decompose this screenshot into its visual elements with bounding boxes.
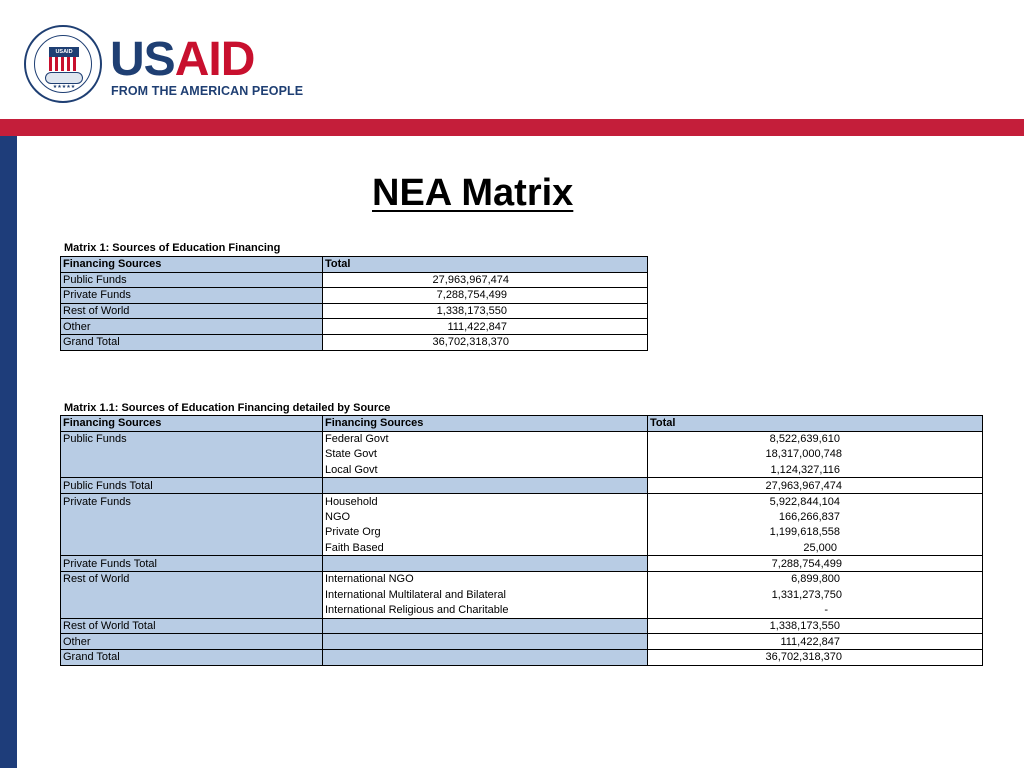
total-cell: 1,338,173,550 [648, 618, 983, 634]
group-cell [61, 525, 323, 541]
source-cell: Grand Total [61, 334, 323, 350]
total-cell: 1,338,173,550 [323, 303, 648, 319]
sub-source-cell [323, 556, 648, 572]
seal-stripes [49, 57, 79, 71]
table-row [61, 634, 983, 650]
group-cell: Rest of World Total [61, 618, 323, 634]
seal-label: USAID [49, 47, 79, 57]
column-header: Financing Sources [61, 416, 323, 432]
sub-source-cell: NGO [323, 509, 648, 525]
table-row [61, 587, 983, 603]
table-row [61, 618, 983, 634]
total-cell: 1,124,327,116 [648, 462, 983, 478]
total-cell: 1,331,273,750 [648, 587, 983, 603]
group-cell: Public Funds Total [61, 478, 323, 494]
group-cell: Other [61, 634, 323, 650]
table-row [61, 556, 983, 572]
sub-source-cell: Federal Govt [323, 431, 648, 447]
sub-source-cell: Household [323, 493, 648, 509]
table-row [61, 319, 648, 335]
total-cell: 5,922,844,104 [648, 493, 983, 509]
usaid-wordmark [110, 33, 255, 86]
sub-source-cell [323, 634, 648, 650]
total-cell: 27,963,967,474 [648, 478, 983, 494]
group-cell: Rest of World [61, 571, 323, 587]
matrix1-table [60, 256, 648, 351]
group-cell [61, 447, 323, 463]
table-row [61, 478, 983, 494]
group-cell [61, 540, 323, 556]
source-cell: Private Funds [61, 288, 323, 304]
sub-source-cell [323, 649, 648, 665]
total-cell: 8,522,639,610 [648, 431, 983, 447]
table-row [61, 431, 983, 447]
source-cell: Rest of World [61, 303, 323, 319]
table-row [61, 493, 983, 509]
matrix2-table [60, 415, 983, 666]
wordmark-us: US [110, 33, 175, 86]
total-cell: 111,422,847 [323, 319, 648, 335]
seal-emblem [34, 35, 92, 93]
matrix1-caption: Matrix 1: Sources of Education Financing [64, 242, 281, 254]
sub-source-cell [323, 618, 648, 634]
total-cell: 25,000 [648, 540, 983, 556]
sub-source-cell: State Govt [323, 447, 648, 463]
group-cell [61, 603, 323, 619]
total-cell: 166,266,837 [648, 509, 983, 525]
total-cell: 111,422,847 [648, 634, 983, 650]
sub-source-cell [323, 478, 648, 494]
total-cell: 36,702,318,370 [323, 334, 648, 350]
sub-source-cell: Faith Based [323, 540, 648, 556]
table-header-row [61, 416, 983, 432]
sub-source-cell: International Religious and Charitable [323, 603, 648, 619]
column-header: Financing Sources [61, 257, 323, 273]
table-row [61, 649, 983, 665]
total-cell: 7,288,754,499 [323, 288, 648, 304]
total-cell: 6,899,800 [648, 571, 983, 587]
table-row [61, 288, 648, 304]
table-row [61, 525, 983, 541]
table-row [61, 603, 983, 619]
table-row [61, 540, 983, 556]
table-row [61, 462, 983, 478]
column-header: Financing Sources [323, 416, 648, 432]
total-cell: - [648, 603, 983, 619]
table-row [61, 571, 983, 587]
sub-source-cell: International NGO [323, 571, 648, 587]
source-cell: Public Funds [61, 272, 323, 288]
group-cell: Private Funds Total [61, 556, 323, 572]
total-cell: 1,199,618,558 [648, 525, 983, 541]
group-cell: Grand Total [61, 649, 323, 665]
group-cell: Private Funds [61, 493, 323, 509]
left-blue-bar [0, 136, 17, 768]
total-cell: 18,317,000,748 [648, 447, 983, 463]
page-title: NEA Matrix [372, 172, 574, 214]
column-header: Total [648, 416, 983, 432]
column-header: Total [323, 257, 648, 273]
group-cell [61, 509, 323, 525]
matrix2-caption: Matrix 1.1: Sources of Education Financing detailed by Source [64, 402, 391, 414]
sub-source-cell: Local Govt [323, 462, 648, 478]
source-cell: Other [61, 319, 323, 335]
table-row [61, 272, 648, 288]
table-header-row [61, 257, 648, 273]
total-cell: 7,288,754,499 [648, 556, 983, 572]
group-cell: Public Funds [61, 431, 323, 447]
sub-source-cell: International Multilateral and Bilateral [323, 587, 648, 603]
table-row [61, 447, 983, 463]
group-cell [61, 587, 323, 603]
table-row [61, 334, 648, 350]
header-red-band [0, 119, 1024, 136]
tagline: FROM THE AMERICAN PEOPLE [111, 84, 304, 98]
usaid-seal-logo [24, 25, 102, 103]
total-cell: 36,702,318,370 [648, 649, 983, 665]
total-cell: 27,963,967,474 [323, 272, 648, 288]
table-row [61, 303, 648, 319]
wordmark-aid: AID [174, 33, 255, 86]
group-cell [61, 462, 323, 478]
table-row [61, 509, 983, 525]
handshake-icon [45, 72, 83, 84]
seal-stars: ★★★★★ [52, 84, 76, 90]
sub-source-cell: Private Org [323, 525, 648, 541]
